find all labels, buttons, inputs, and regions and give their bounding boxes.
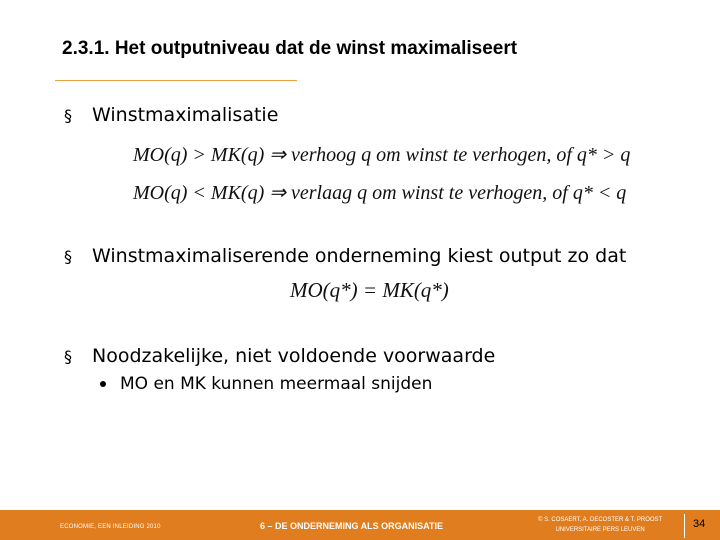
footer-copyright-publisher: UNIVERSITAIRE PERS LEUVEN <box>555 527 645 533</box>
footer-bar <box>0 510 720 540</box>
title-underline <box>55 80 297 81</box>
footer-course-title: ECONOMIE, EEN INLEIDING 2010 <box>60 524 161 530</box>
footer-chapter-title: 6 – DE ONDERNEMING ALS ORGANISATIE <box>260 521 444 531</box>
bullet-winstmaximalisatie <box>64 104 278 126</box>
sub-bullet-intersections <box>100 374 432 394</box>
bullet-marker: § <box>64 246 72 266</box>
bullet-marker: § <box>64 105 72 125</box>
page-number: 34 <box>693 518 706 530</box>
footer-copyright-authors: © S. COSAERT, A. DECOSTER & T. PROOST <box>538 517 663 523</box>
formula-mo-equals-mk: MO(q*) = MK(q*) <box>290 278 449 302</box>
bullet-marker: § <box>64 346 72 366</box>
sub-bullet-text: MO en MK kunnen meermaal snijden <box>120 374 433 394</box>
bullet-condition <box>64 345 495 367</box>
footer-divider <box>684 514 685 538</box>
bullet-text: Noodzakelijke, niet voldoende voorwaarde <box>92 345 496 367</box>
bullet-optimal-output <box>64 245 626 267</box>
bullet-text: Winstmaximaliserende onderneming kiest output zo dat <box>92 245 627 267</box>
footer-copyright <box>538 515 662 535</box>
bullet-dot-icon <box>100 381 106 387</box>
formula-increase-output: MO(q) > MK(q) ⇒ verhoog q om winst te verhogen, of q* > q <box>133 144 631 166</box>
formula-decrease-output: MO(q) < MK(q) ⇒ verlaag q om winst te verhogen, of q* < q <box>133 182 627 204</box>
page-title: 2.3.1. Het outputniveau dat de winst maximaliseert <box>62 38 518 59</box>
bullet-text: Winstmaximalisatie <box>92 104 279 126</box>
